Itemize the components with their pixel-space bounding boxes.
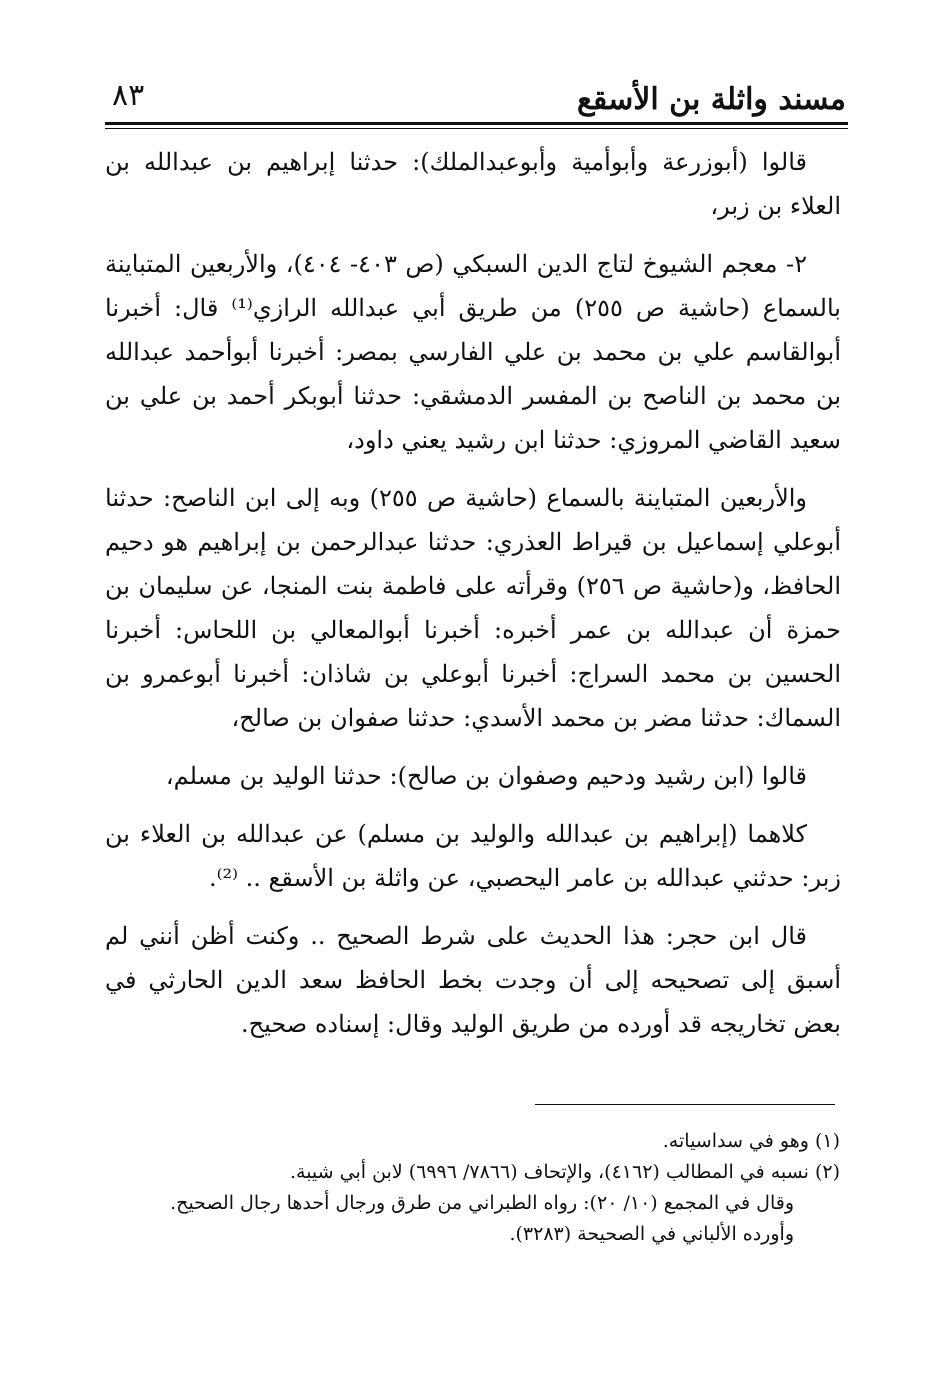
footnote-2: (٢) نسبه في المطالب (٤١٦٢)، والإتحاف (٧٨٦٦/ ٦٩٩٦) لابن أبي شيبة.	[289, 1161, 840, 1183]
paragraph-3: والأربعين المتباينة بالسماع (حاشية ص ٢٥٥) وبه إلى ابن الناصح: حدثنا أبوعلي إسماعيل بن قيراط العذري: حدثنا عبدالرحمن بن إبراهيم هو دحيم الحافظ، و(حاشية ص ٢٥٦) وقرأته على فاطمة بنت المنجا، عن سليمان بن حمزة أن عبدالله بن عمر أخبره: أخبرنا أبوالمعالي بن اللحاس: أخبرنا الحسين بن محمد السراج: أخبرنا أبوعلي بن شاذان: أخبرنا أبوعمرو بن السماك: حدثنا مضر بن محمد الأسدي: حدثنا صفوان بن صالح،	[105, 484, 841, 732]
running-header	[112, 78, 846, 126]
paragraph-6: قال ابن حجر: هذا الحديث على شرط الصحيح .. وكنت أظن أنني لم أسبق إلى تصحيحه إلى أن وجدت بخط الحافظ سعد الدين الحارثي في بعض تخاريجه قد أورده من طريق الوليد وقال: إسناده صحيح.	[105, 922, 841, 1038]
paragraph-1: قالوا (أبوزرعة وأبوأمية وأبوعبدالملك): حدثنا إبراهيم بن عبدالله بن العلاء بن زبر،	[105, 148, 841, 220]
running-title: مسند واثلة بن الأسقع	[576, 82, 846, 117]
header-rule-thick	[105, 122, 848, 125]
footnotes	[160, 1126, 840, 1250]
paragraph-5: كلاهما (إبراهيم بن عبدالله والوليد بن مسلم) عن عبدالله بن العلاء بن زبر: حدثني عبدالله بن عامر اليحصبي، عن واثلة بن الأسقع .. ⁽²⁾.	[105, 820, 841, 892]
header-rule-thin	[105, 128, 848, 129]
main-text	[105, 140, 841, 1060]
footnote-2-continuation-1: وقال في المجمع (١٠/ ٢٠): رواه الطبراني من طرق ورجال أحدها رجال الصحيح.	[170, 1192, 794, 1214]
footnote-2-continuation-2: وأورده الألباني في الصحيحة (٣٢٨٣).	[509, 1223, 794, 1245]
footnote-1: (١) وهو في سداسياته.	[662, 1130, 840, 1152]
paragraph-4: قالوا (ابن رشيد ودحيم وصفوان بن صالح): حدثنا الوليد بن مسلم،	[165, 762, 807, 790]
paragraph-2: ٢- معجم الشيوخ لتاج الدين السبكي (ص ٤٠٣- ٤٠٤)، والأربعين المتباينة بالسماع (حاشية ص ٢٥٥) من طريق أبي عبدالله الرازي⁽¹⁾ قال: أخبرنا أبوالقاسم علي بن محمد بن علي الفارسي بمصر: أخبرنا أبوأحمد عبدالله بن محمد بن الناصح بن المفسر الدمشقي: حدثنا أبوبكر أحمد بن علي بن سعيد القاضي المروزي: حدثنا ابن رشيد يعني داود،	[105, 250, 841, 454]
footnote-separator	[535, 1104, 835, 1105]
page-number: ٨٣	[112, 78, 145, 113]
